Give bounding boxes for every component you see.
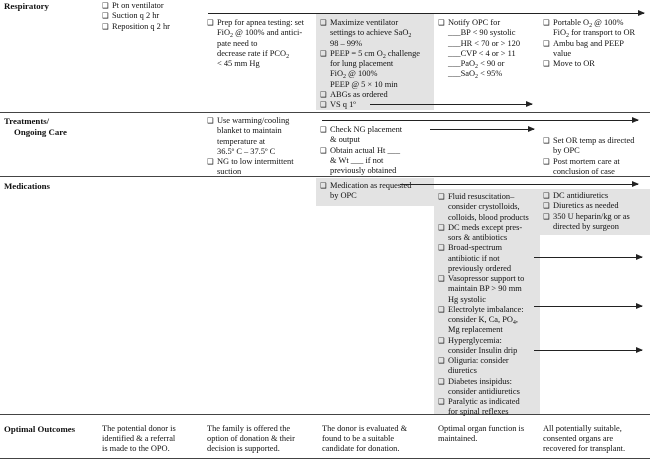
rule-bottom xyxy=(0,458,650,459)
section-respiratory: Respiratory xyxy=(4,1,49,11)
section-medications: Medications xyxy=(4,181,50,191)
list-item: ❑ Portable $O_2$ @ 100% FiO$_2$ for transport to OR xyxy=(543,18,650,39)
list-item: ❑ PEEP = 5 cm $O_2$ challenge for lung placement FiO$_2$ @ 100% PEEP @ 5 × 10 min xyxy=(320,49,434,90)
list-item: ❑ Check NG placement & output xyxy=(320,125,434,146)
list-item: ❑ Pt on ventilator xyxy=(102,1,202,11)
section-treatments xyxy=(4,116,67,137)
list-item: ❑ Move to OR xyxy=(543,59,650,69)
list-item: ❑ Hyperglycemia: consider Insulin drip xyxy=(438,336,540,357)
list-item: ❑ Diabetes insipidus: consider antidiuretics xyxy=(438,377,540,398)
list-item: ❑ Use warming/cooling blanket to maintain temperature at 36.5º C – 37.5º C xyxy=(207,116,315,157)
arrow-vs-q1 xyxy=(370,104,532,105)
arrow-hyperglycemia xyxy=(534,350,642,351)
outcome-col6: All potentially suitable, consented organs are recovered for transplant. xyxy=(543,424,626,454)
list-item: ❑ Obtain actual Ht ___ & Wt ___ if not previously obtained xyxy=(320,146,434,177)
outcome-col5: Optimal organ function is maintained. xyxy=(438,424,525,444)
list-item: ❑ Fluid resuscitation– consider crystolloids, colloids, blood products xyxy=(438,192,540,223)
list-item: ❑ Suction q 2 hr xyxy=(102,11,202,21)
list-item: ❑ ABGs as ordered xyxy=(320,90,434,100)
list-item: ❑ Maximize ventilator settings to achieve SaO$_2$ 98 – 99% xyxy=(320,18,434,49)
list-item: ❑ Oliguria: consider diuretics xyxy=(438,356,540,377)
list-item: ❑ Vasopressor support to maintain BP > 90 mm Hg systolic xyxy=(438,274,540,305)
list-item: ❑ DC meds except pres- sors & antibiotics xyxy=(438,223,540,244)
arrow-check-ng xyxy=(430,129,534,130)
arrow-treatments-top xyxy=(322,120,638,121)
arrow-respiratory-top xyxy=(208,13,644,14)
treatments-col2 xyxy=(207,116,315,178)
list-item: ❑ DC antidiuretics xyxy=(543,191,650,201)
treatments-col3 xyxy=(320,125,434,176)
respiratory-col3 xyxy=(320,18,434,110)
respiratory-col5 xyxy=(543,18,650,69)
section-treatments-line2: Ongoing Care xyxy=(14,126,67,137)
list-item: ❑ Post mortem care at conclusion of case xyxy=(543,157,650,178)
list-item: ❑ VS q 1º xyxy=(320,100,434,110)
list-item: ❑ Paralytic as indicated for spinal reflexes xyxy=(438,397,540,418)
respiratory-col2 xyxy=(207,18,315,69)
medications-col4 xyxy=(438,192,540,418)
outcome-col2: The potential donor is identified & a referral is made to the OPO. xyxy=(102,424,176,454)
list-item: ❑ Medication as requested by OPC xyxy=(320,181,434,202)
list-item: ❑ Broad-spectrum antibiotic if not previously ordered xyxy=(438,243,540,274)
rule-after-medications xyxy=(0,414,650,415)
section-optimal-outcomes: Optimal Outcomes xyxy=(4,424,76,434)
respiratory-col1 xyxy=(102,1,202,32)
rule-after-respiratory xyxy=(0,112,650,113)
treatments-col5 xyxy=(543,136,650,177)
section-treatments-line1: Treatments/ xyxy=(4,116,50,126)
arrow-dc-meds xyxy=(534,257,642,258)
list-item: ❑ Reposition q 2 hr xyxy=(102,22,202,32)
arrow-medication-opc xyxy=(400,184,638,185)
list-item: ❑ Diuretics as needed xyxy=(543,201,650,211)
respiratory-col4 xyxy=(438,18,538,80)
list-item: ❑ Set OR temp as directed by OPC xyxy=(543,136,650,157)
list-item: ❑ Notify OPC for ___BP < 90 systolic ___HR < 70 or > 120 ___CVP < 4 or > 11 ___PaO$_2$ < 90 or ___SaO$_2$ < 95% xyxy=(438,18,521,81)
list-item: ❑ Electrolyte imbalance: consider K, Ca, $PO_4$, Mg replacement xyxy=(438,305,540,336)
outcome-col4: The donor is evaluated & found to be a suitable candidate for donation. xyxy=(322,424,408,454)
outcome-col3: The family is offered the option of donation & their decision is supported. xyxy=(207,424,295,454)
list-item: ❑ Ambu bag and PEEP value xyxy=(543,39,650,60)
arrow-vasopressor xyxy=(534,306,642,307)
list-item: ❑ 350 U heparin/kg or as directed by surgeon xyxy=(543,212,650,233)
list-item: ❑ NG to low intermittent suction xyxy=(207,157,315,178)
list-item: ❑ Prep for apnea testing: set FiO$_2$ @ 100% and antici- pate need to decrease rate if $PCO_2$ < 45 mm Hg xyxy=(207,18,315,69)
medications-col5 xyxy=(543,191,650,232)
